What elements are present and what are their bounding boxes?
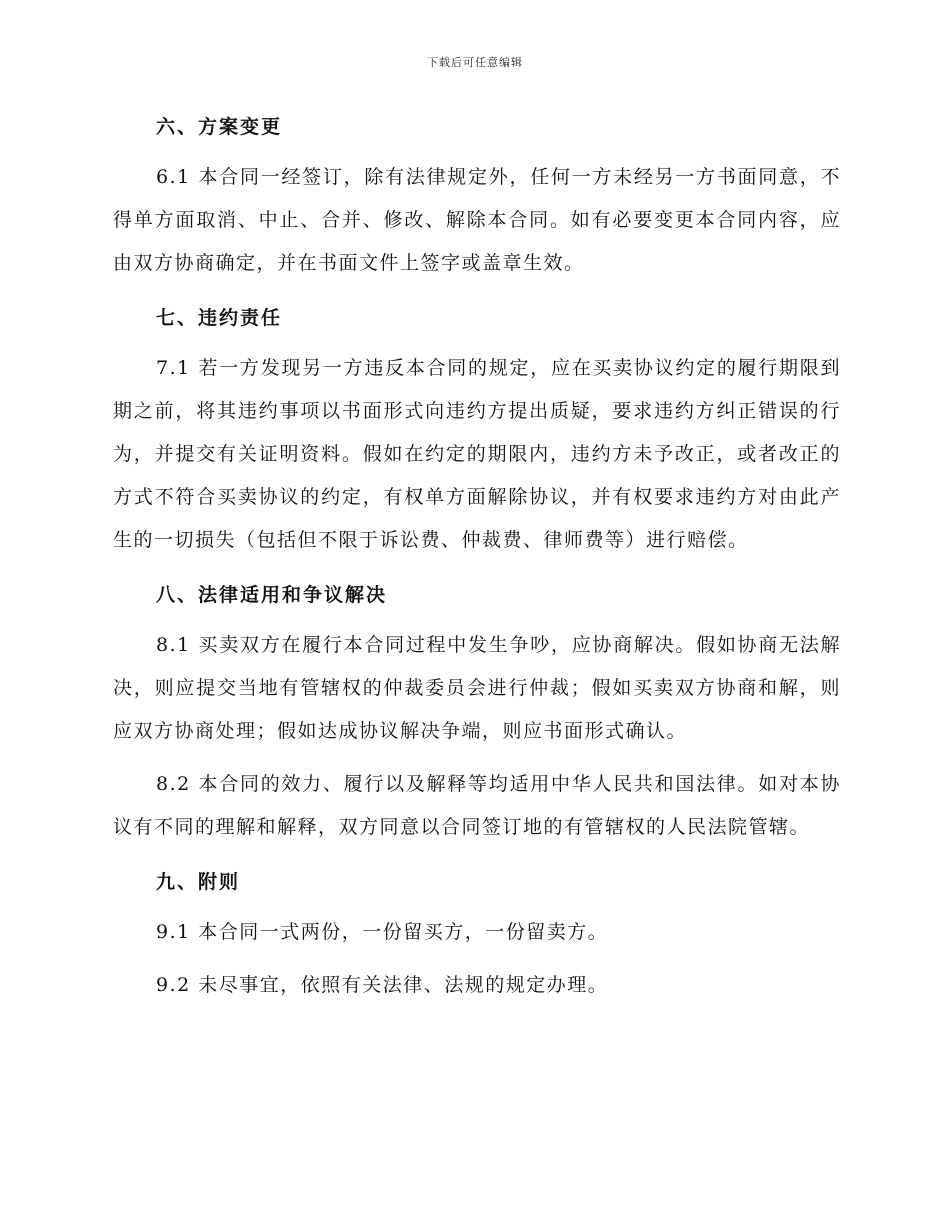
paragraph: 6.1 本合同一经签订，除有法律规定外，任何一方未经另一方书面同意，不得单方面取消、中止、合并、修改、解除本合同。如有必要变更本合同内容，应由双方协商确定，并在书面文件上签字或盖章生效。 [113, 166, 841, 274]
section-9 [113, 863, 841, 1007]
paragraph: 9.2 未尽事宜，依照有关法律、法规的规定办理。 [156, 974, 609, 996]
section-heading: 八、法律适用和争议解决 [156, 584, 388, 606]
section-heading: 七、违约责任 [156, 307, 283, 329]
page-header: 下载后可任意编辑 [427, 56, 523, 69]
section-6 [113, 108, 841, 285]
paragraph: 8.2 本合同的效力、履行以及解释等均适用中华人民共和国法律。如对本协议有不同的理解和解释，双方同意以合同签订地的有管辖权的人民法院管辖。 [113, 773, 841, 838]
document-body [113, 108, 841, 1007]
paragraph: 8.1 买卖双方在履行本合同过程中发生争吵，应协商解决。假如协商无法解决，则应提交当地有管辖权的仲裁委员会进行仲裁；假如买卖双方协商和解，则应双方协商处理；假如达成协议解决争端，则应书面形式确认。 [113, 634, 841, 742]
paragraph: 7.1 若一方发现另一方违反本合同的规定，应在买卖协议约定的履行期限到期之前，将其违约事项以书面形式向违约方提出质疑，要求违约方纠正错误的行为，并提交有关证明资料。假如在约定的期限内，违约方未予改正，或者改正的方式不符合买卖协议的约定，有权单方面解除协议，并有权要求违约方对由此产生的一切损失（包括但不限于诉讼费、仲裁费、律师费等）进行赔偿。 [113, 357, 841, 551]
section-heading: 九、附则 [156, 871, 241, 893]
section-7 [113, 299, 841, 562]
section-8 [113, 576, 841, 849]
paragraph: 9.1 本合同一式两份，一份留买方，一份留卖方。 [156, 921, 609, 943]
section-heading: 六、方案变更 [156, 116, 283, 138]
